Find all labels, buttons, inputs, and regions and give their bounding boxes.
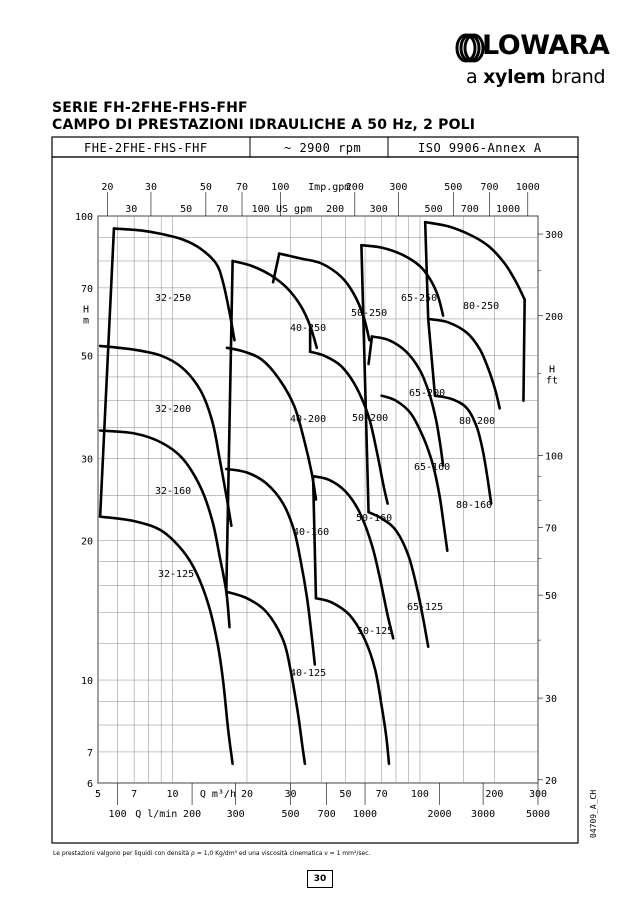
curve-label-32-160: 32-160 [155, 486, 192, 497]
lmin-tick-label: 2000 [427, 809, 452, 820]
y-tick-label: 50 [80, 351, 93, 363]
impgpm-tick-label: 500 [444, 182, 463, 193]
usgpm-tick-label: 300 [369, 204, 388, 215]
y-ft-axis-unit: ft [545, 375, 559, 387]
curve-40-160 [226, 469, 314, 665]
y-axis-label: H [82, 304, 90, 316]
usgpm-tick-label: 70 [216, 204, 229, 215]
x-tick-label: 5 [94, 789, 102, 800]
lmin-tick-label: 100 [108, 809, 127, 820]
x-axis-label: Q m³/h [199, 789, 236, 800]
curve-32-160 [100, 431, 229, 628]
header-speed: ~ 2900 rpm [284, 141, 362, 155]
curve-label-40-125: 40-125 [290, 668, 327, 679]
y-tick-label: 20 [80, 536, 93, 548]
impgpm-tick-label: 70 [235, 182, 249, 193]
y-tick-label: 30 [80, 454, 93, 466]
brand-name: LOWARA [482, 30, 610, 61]
curve-label-80-250: 80-250 [463, 301, 500, 312]
x-tick-label: 200 [485, 789, 504, 800]
envelope-line [425, 222, 428, 319]
lmin-tick-label: 200 [183, 809, 202, 820]
curve-65-160 [382, 396, 451, 551]
y-tick-label: 10 [80, 676, 93, 688]
lmin-axis-label: Q l/min [135, 809, 178, 820]
chart-header [52, 137, 578, 157]
header-series: FHE-2FHE-FHS-FHF [84, 141, 208, 155]
x-tick-label: 300 [528, 789, 548, 800]
impgpm-tick-label: 700 [480, 182, 499, 193]
curve-label-40-200: 40-200 [290, 414, 327, 425]
footnote: Le prestazioni valgono per liquidi con densità ρ = 1,0 Kg/dm³ ed una viscosità cinematica ν = 1 mm²/sec. [53, 850, 371, 857]
curve-label-32-250: 32-250 [155, 293, 192, 304]
doc-code: 04709_A_CH [589, 789, 598, 838]
usgpm-tick-label: 30 [125, 204, 138, 215]
usgpm-tick-label: 1000 [496, 204, 521, 215]
curve-65-250 [361, 245, 443, 315]
impgpm-tick-label: 200 [345, 182, 364, 193]
ft-tick-label: 200 [545, 311, 564, 323]
y-tick-label: 100 [74, 212, 93, 223]
lmin-tick-label: 1000 [352, 809, 378, 820]
y-tick-label: 7 [86, 747, 93, 759]
y-tick-label: 70 [80, 283, 93, 295]
curve-label-40-160: 40-160 [293, 527, 330, 538]
impgpm-tick-label: 20 [101, 182, 114, 193]
x-tick-label: 70 [375, 789, 388, 800]
curve-32-200 [100, 346, 231, 526]
ft-tick-label: 300 [545, 230, 564, 242]
lmin-tick-label: 500 [281, 809, 300, 820]
curve-label-65-125: 65-125 [407, 602, 444, 613]
y-axis-unit: m [82, 315, 90, 327]
lmin-tick-label: 300 [226, 809, 245, 820]
curve-label-50-200: 50-200 [352, 413, 389, 424]
page-title: SERIE FH-2FHE-FHS-FHF [52, 100, 248, 116]
envelope-line [428, 319, 435, 396]
ft-tick-label: 30 [545, 694, 558, 706]
curve-label-80-200: 80-200 [459, 416, 496, 427]
impgpm-tick-label: 30 [144, 182, 157, 193]
curve-label-50-250: 50-250 [351, 308, 388, 319]
x-tick-label: 50 [339, 789, 352, 800]
lmin-tick-label: 700 [317, 809, 336, 820]
envelope-line [100, 228, 114, 516]
usgpm-tick-label: 50 [180, 204, 193, 215]
brand-tagline: a xylem brand [466, 66, 606, 88]
lmin-tick-label: 3000 [471, 809, 496, 820]
curve-label-65-200: 65-200 [409, 388, 446, 399]
ft-tick-label: 100 [545, 451, 564, 463]
curve-label-32-200: 32-200 [155, 404, 192, 415]
y-tick-label: 6 [86, 779, 93, 790]
curve-label-65-250: 65-250 [401, 293, 438, 304]
ft-tick-label: 70 [545, 523, 558, 535]
curve-label-80-160: 80-160 [456, 500, 493, 511]
x-tick-label: 30 [284, 789, 297, 800]
curve-label-32-125: 32-125 [158, 569, 195, 580]
impgpm-tick-label: 1000 [515, 182, 540, 193]
curve-label-50-160: 50-160 [356, 513, 393, 524]
impgpm-tick-label: 300 [389, 182, 408, 193]
usgpm-tick-label: 100 [251, 204, 270, 215]
x-tick-label: 10 [166, 789, 179, 800]
ft-tick-label: 50 [545, 591, 558, 603]
lmin-tick-label: 5000 [525, 809, 551, 820]
x-tick-label: 100 [410, 789, 429, 800]
header-standard: ISO 9906-Annex A [418, 141, 542, 155]
usgpm-tick-label: 200 [326, 204, 345, 215]
curve-label-50-125: 50-125 [357, 626, 394, 637]
usgpm-tick-label: 500 [424, 204, 443, 215]
page-subtitle: CAMPO DI PRESTAZIONI IDRAULICHE A 50 Hz, 2 POLI [52, 117, 476, 133]
curve-label-40-250: 40-250 [290, 323, 327, 334]
page-number: 30 [307, 870, 333, 888]
impgpm-tick-label: 100 [271, 182, 290, 193]
y-ft-axis-label: H [548, 364, 556, 376]
curve-32-250 [114, 229, 235, 341]
impgpm-tick-label: 50 [199, 182, 212, 193]
x-tick-label: 7 [131, 789, 138, 800]
curve-50-160 [313, 476, 393, 638]
curve-50-125 [316, 598, 389, 764]
chart-labels [155, 293, 499, 679]
usgpm-axis-label: US gpm [276, 204, 313, 215]
usgpm-tick-label: 700 [460, 204, 479, 215]
curve-80-160 [435, 396, 491, 504]
curve-32-125 [100, 517, 233, 764]
x-tick-label: 20 [240, 789, 254, 800]
envelope-line [523, 300, 524, 401]
curve-label-65-160: 65-160 [414, 462, 451, 473]
impgpm-axis-label: Imp.gpm [308, 182, 351, 193]
ft-tick-label: 20 [545, 775, 558, 787]
